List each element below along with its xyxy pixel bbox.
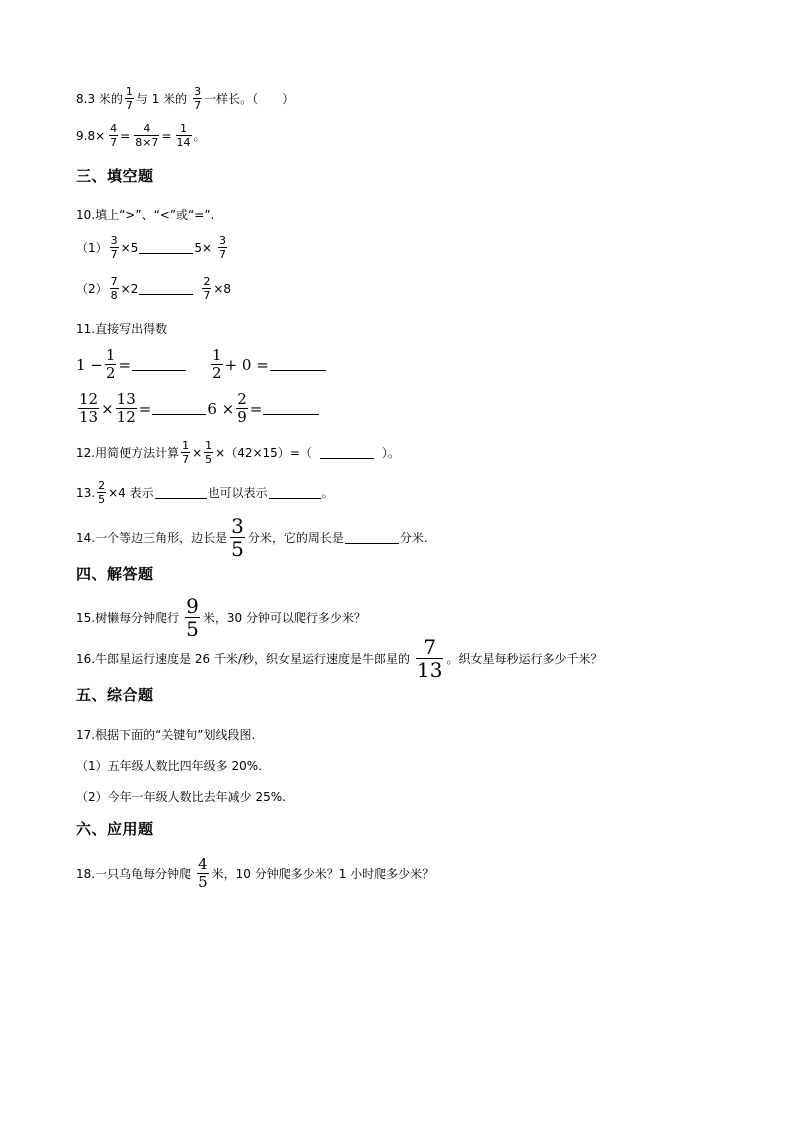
q9-number: 9. — [76, 128, 88, 143]
q11-r1b-text: + 0 = — [224, 355, 269, 374]
q12-fraction-1: $\frac{1}{7}$ — [182, 439, 190, 466]
q11-r1a-answer-blank — [132, 358, 186, 371]
q14-answer-blank — [345, 531, 399, 544]
section-heading-3: 三、填空题 — [76, 167, 154, 185]
q10-p1-fraction-1: $\frac{3}{7}$ — [110, 234, 118, 261]
q14-fraction: $\frac{3}{5}$ — [231, 514, 244, 561]
q15-fraction: $\frac{9}{5}$ — [186, 594, 199, 641]
q13-number: 13. — [76, 485, 96, 500]
q12-text-1: 用简便方法计算 — [95, 446, 180, 460]
q11-r2b-answer-blank — [263, 402, 319, 415]
q8-number: 8. — [76, 91, 88, 106]
q11-r1a-equals: = — [118, 355, 132, 374]
q12-text-3: ×（42×15）=（ — [215, 446, 312, 460]
q11-r2a-fraction-1: $\frac{12}{13}$ — [79, 390, 99, 426]
q9-text-2: 。 — [193, 129, 206, 143]
q11-r2b-prefix: 6 × — [207, 399, 235, 418]
section-heading-5: 五、综合题 — [76, 686, 154, 704]
q9-equals-2: = — [161, 128, 172, 143]
q14-text-3: 分米. — [399, 531, 428, 545]
question-9 — [76, 123, 206, 148]
q11-r1b-answer-blank — [270, 358, 326, 371]
q12-number: 12. — [76, 445, 96, 460]
q11-r1a-fraction: $\frac{1}{2}$ — [105, 346, 116, 382]
question-11-row-1 — [76, 348, 327, 381]
q10-p1-label: （1） — [76, 241, 108, 255]
question-10-part-2 — [76, 276, 231, 301]
q10-p2-text-2: ×8 — [213, 281, 232, 296]
q12-text-2: × — [192, 445, 203, 460]
q10-p2-answer-blank — [139, 282, 193, 295]
q16-text-1: 16.牛郎星运行速度是 26 千米/秒，织女星运行速度是牛郎星的 — [76, 652, 411, 666]
q10-p1-fraction-2: $\frac{3}{7}$ — [219, 234, 227, 261]
question-17-text: 17.根据下面的“关键句”划线段图. — [76, 728, 256, 742]
q10-p2-fraction-1: $\frac{7}{8}$ — [110, 275, 118, 302]
q13-fraction: $\frac{2}{5}$ — [98, 479, 106, 506]
q12-text-4: ）。 — [381, 446, 400, 460]
q13-text-3: 。 — [321, 486, 334, 500]
question-13 — [76, 480, 334, 505]
q8-text-2: 与 1 米的 — [135, 92, 188, 106]
q16-fraction: $\frac{7}{13}$ — [417, 635, 443, 682]
q10-p2-fraction-2: $\frac{2}{7}$ — [203, 275, 211, 302]
question-15 — [76, 596, 366, 639]
q9-equals-1: = — [120, 128, 131, 143]
q18-text-2: 米，10 分钟爬多少米？1 小时爬多少米？ — [211, 867, 435, 881]
question-16 — [76, 637, 603, 680]
q10-p1-answer-blank — [139, 241, 193, 254]
question-10-text: 10.填上“>”、“<”或“=”. — [76, 208, 215, 222]
q8-text-3: 一样长。（ — [204, 92, 259, 106]
q13-answer-blank-2 — [269, 486, 321, 499]
q15-text-2: 米，30 分钟可以爬行多少米？ — [202, 611, 366, 625]
section-heading-6: 六、应用题 — [76, 820, 154, 838]
q9-fraction-3: $\frac{1}{14}$ — [176, 122, 191, 149]
q8-text-4: ） — [282, 92, 295, 106]
q8-text-1: 3 米的 — [87, 92, 123, 106]
q11-r2a-fraction-2: $\frac{13}{12}$ — [116, 390, 136, 426]
section-heading-4: 四、解答题 — [76, 565, 154, 583]
q13-answer-blank-1 — [155, 486, 207, 499]
question-14 — [76, 516, 428, 559]
q11-r2b-equals: = — [249, 399, 263, 418]
q8-fraction-2: $\frac{3}{7}$ — [194, 85, 202, 112]
q11-r2a-answer-blank — [152, 402, 206, 415]
question-17-part-2: （2）今年一年级人数比去年减少 25%. — [76, 790, 286, 804]
q11-r2a-equals: = — [138, 399, 152, 418]
question-10-part-1 — [76, 235, 229, 260]
q9-text-1: 8× — [87, 128, 106, 143]
q12-answer-blank — [320, 446, 374, 459]
q16-text-2: 。织女星每秒运行多少千米？ — [446, 652, 603, 666]
question-11-text: 11.直接写出得数 — [76, 322, 168, 336]
q10-p2-text-1: ×2 — [120, 281, 139, 296]
q10-p1-text-1: ×5 — [120, 240, 139, 255]
q11-r2a-op: × — [101, 399, 114, 418]
q14-text-1: 14.一个等边三角形，边长是 — [76, 531, 228, 545]
q13-text-1: ×4 表示 — [108, 486, 154, 500]
q8-fraction-1: $\frac{1}{7}$ — [125, 85, 133, 112]
q18-text-1: 18.一只乌龟每分钟爬 — [76, 867, 192, 881]
question-17-part-1: （1）五年级人数比四年级多 20%. — [76, 759, 262, 773]
q13-text-2: 也可以表示 — [207, 486, 268, 500]
q11-r1b-fraction: $\frac{1}{2}$ — [212, 346, 222, 382]
q9-fraction-1: $\frac{4}{7}$ — [110, 122, 118, 149]
q11-r1a-prefix: 1 − — [76, 355, 103, 374]
question-12 — [76, 440, 400, 465]
q10-p1-text-2: 5× — [194, 240, 213, 255]
q15-text-1: 15.树懒每分钟爬行 — [76, 611, 180, 625]
question-11-row-2 — [76, 392, 320, 425]
q9-fraction-2: $\frac{4}{8\times 7}$ — [135, 122, 159, 149]
q12-fraction-2: $\frac{1}{5}$ — [205, 439, 213, 466]
question-8 — [76, 86, 294, 111]
q14-text-2: 分米，它的周长是 — [247, 531, 344, 545]
q11-r2b-fraction: $\frac{2}{9}$ — [237, 390, 247, 426]
question-18 — [76, 857, 434, 890]
q10-p2-label: （2） — [76, 282, 108, 296]
q18-fraction: $\frac{4}{5}$ — [198, 855, 208, 891]
